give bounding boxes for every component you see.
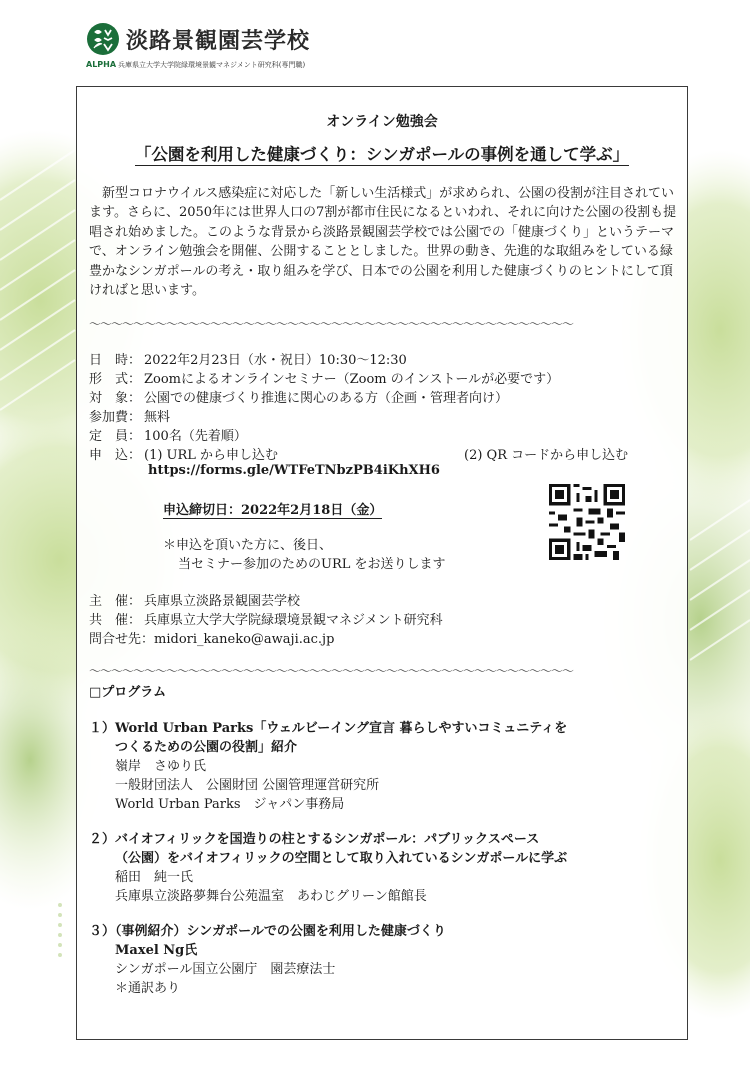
target-value: 公園での健康づくり推進に関心のある方（企画・管理者向け） [144,391,509,406]
program-1-affiliation-2: World Urban Parks ジャパン事務局 [115,797,345,812]
note-line-2: 当セミナー参加のためのURL をお送りします [178,557,446,572]
program-heading: □プログラム [89,685,167,700]
program-3-title-line-1: ３）（事例紹介）シンガポールでの公園を利用した健康づくり [89,924,446,939]
program-2-speaker: 稲田 純一氏 [115,870,194,885]
intro-text: 新型コロナウイルス感染症に対応した「新しい生活様式」が求められ、公園の役割が注目されています。さらに、2050年には世界人口の7割が都市住民になるといわれ、それに向けた公園の役割も提唱され始めました。このような背景から淡路景観園芸学校では公園での「健康づくり」というテーマで、オンライン勉強会を開催、公開することとしました。世界の動き、先進的な取組みをしている緑豊かなシンガポールの考え・取り組みを学び、日本での公園を利用した健康づくりのヒントにして頂ければと思います。 [89,186,677,299]
cohost-value: 兵庫県立大学大学院緑環境景観マネジメント研究科 [144,613,443,628]
apply-qr-option: (2) QR コードから申し込む [464,448,629,463]
fee-row [89,406,170,425]
wave-divider: ～～～～～～～～～～～～～～～～～～～～～～～～～～～～～～～～～～～～～～～～～～～～ [89,317,574,331]
host-value: 兵庫県立淡路景観園芸学校 [144,594,301,609]
cohost-label: 共 催： [89,613,142,628]
deadline-text: 申込締切日：2022年2月18日（金） [163,503,383,518]
fee-label: 参加費： [89,410,142,425]
program-3-note: ＊通訳あり [115,981,181,996]
apply-url-option: (1) URL から申し込む [144,448,279,463]
contact-label: 問合せ先： [89,632,155,647]
fee-value: 無料 [144,410,171,425]
capacity-label: 定 員： [89,429,142,444]
note-line-1: ＊申込を頂いた方に、後日、 [163,538,333,553]
deadline [163,499,382,518]
alpha-label: ALPHA [86,60,117,69]
date-row [89,349,407,368]
program-2-title-line-2: （公園）をバイオフィリックの空間として取り入れているシンガポールに学ぶ [115,851,568,866]
contact-email[interactable]: midori_kaneko@awaji.ac.jp [154,632,335,647]
capacity-value: 100名（先着順） [144,429,247,444]
apply-url-link[interactable]: https://forms.gle/WTFeTNbzPB4iKhXH6 [148,463,440,478]
leaf-logo-icon [86,22,120,56]
program-1-title-line-2: つくるための公園の役割」紹介 [115,740,298,755]
qr-code-icon[interactable] [549,484,625,560]
program-1-speaker: 嶺岸 さゆり氏 [115,759,207,774]
format-value: Zoomによるオンラインセミナー（Zoom のインストールが必要です） [144,372,560,387]
event-kicker: オンライン勉強会 [326,114,438,130]
apply-label: 申 込： [89,448,142,463]
event-title [87,141,677,165]
host-label: 主 催： [89,594,142,609]
event-title-text: 「公園を利用した健康づくり：シンガポールの事例を通して学ぶ」 [134,145,630,164]
program-1-title-line-1: １）World Urban Parks「ウェルビーイング宣言 暮らしやすいコミュニティを [89,721,568,736]
target-row [89,387,508,406]
format-label: 形 式： [89,372,142,387]
format-row [89,368,559,387]
wave-divider-2: ～～～～～～～～～～～～～～～～～～～～～～～～～～～～～～～～～～～～～～～～～～～～ [89,664,574,678]
host-row [89,590,300,609]
program-1-affiliation-1: 一般財団法人 公園財団 公園管理運営研究所 [115,778,380,793]
contact-row [89,628,334,647]
school-logo [86,22,346,68]
affiliation-label: 兵庫県立大学大学院緑環境景観マネジメント研究科(専門職) [118,61,306,69]
date-label: 日 時： [89,353,142,368]
program-2-affiliation-1: 兵庫県立淡路夢舞台公苑温室 あわじグリーン館館長 [115,889,427,904]
flyer-frame [76,86,688,1040]
capacity-row [89,425,247,444]
cohost-row [89,609,443,628]
intro-paragraph [89,184,677,300]
school-name: 淡路景観園芸学校 [126,29,311,54]
program-3-speaker: Maxel Ng氏 [115,943,198,958]
date-value: 2022年2月23日（水・祝日）10:30～12:30 [144,353,407,368]
apply-row [89,444,278,463]
program-3-affiliation-1: シンガポール国立公園庁 園芸療法士 [115,962,336,977]
program-2-title-line-1: ２）バイオフィリックを国造りの柱とするシンガポール：パブリックスペース [89,832,540,847]
target-label: 対 象： [89,391,142,406]
